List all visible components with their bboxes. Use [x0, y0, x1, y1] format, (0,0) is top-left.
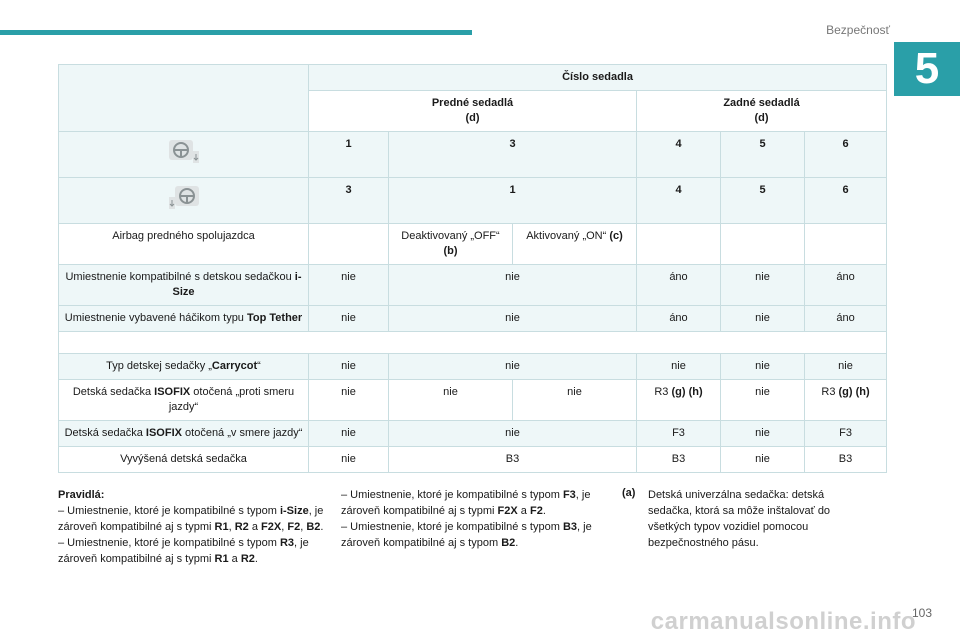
- row-label: Umiestnenie vybavené háčikom typu Top Tether: [59, 306, 309, 332]
- rear-seats-header: Zadné sedadlá (d): [637, 91, 887, 132]
- watermark: carmanualsonline.info: [650, 608, 916, 635]
- table-cell: 5: [721, 178, 805, 224]
- rule-item: – Umiestnenie, ktoré je kompatibilné s typom R3, je zároveň kompatibilné aj s typmi R1 a R2.: [58, 537, 309, 565]
- table-cell: F3: [805, 421, 887, 447]
- table-cell: nie: [721, 447, 805, 473]
- table-row: [59, 265, 887, 306]
- airbag-off-cell: Deaktivovaný „OFF“ (b): [389, 224, 513, 265]
- spacer-row: [59, 332, 887, 354]
- table-cell: nie: [389, 306, 637, 332]
- table-cell: nie: [309, 265, 389, 306]
- table-cell: 5: [721, 132, 805, 178]
- table-cell: 3: [389, 132, 637, 178]
- table-cell: R3 (g) (h): [805, 380, 887, 421]
- table-cell: áno: [805, 306, 887, 332]
- table-cell: nie: [309, 421, 389, 447]
- top-accent-bar: [0, 30, 472, 35]
- table-cell: F3: [637, 421, 721, 447]
- row-label: Vyvýšená detská sedačka: [59, 447, 309, 473]
- table-cell: B3: [637, 447, 721, 473]
- table-cell: nie: [309, 306, 389, 332]
- table-cell: nie: [309, 380, 389, 421]
- page-number: 103: [911, 606, 932, 620]
- table-cell: 4: [637, 178, 721, 224]
- rule-item: – Umiestnenie, ktoré je kompatibilné s typom i-Size, je zároveň kompatibilné aj s typmi R1, R2 a F2X, F2, B2.: [58, 505, 324, 533]
- table-cell: nie: [309, 354, 389, 380]
- table-row: [59, 132, 887, 178]
- section-title: Bezpečnosť: [826, 23, 890, 37]
- table-cell: B3: [389, 447, 637, 473]
- table-cell: nie: [721, 265, 805, 306]
- steering-wheel-right-icon: [168, 185, 200, 211]
- rules-title: Pravidlá:: [58, 489, 105, 501]
- table-cell: R3 (g) (h): [637, 380, 721, 421]
- note-a-text: Detská univerzálna sedačka: detská sedačka, ktorá sa môže inštalovať do všetkých typov vozidiel pomocou bezpečnostného pásu.: [648, 489, 831, 549]
- airbag-on-cell: Aktivovaný „ON“ (c): [513, 224, 637, 265]
- chapter-number-badge: 5: [894, 42, 960, 96]
- table-cell: áno: [805, 265, 887, 306]
- rule-item: – Umiestnenie, ktoré je kompatibilné s typom F3, je zároveň kompatibilné aj s typmi F2X a F2.: [341, 489, 591, 517]
- table-cell: B3: [805, 447, 887, 473]
- table-cell: 3: [309, 178, 389, 224]
- table-cell: nie: [721, 380, 805, 421]
- table-cell: nie: [513, 380, 637, 421]
- row-label: Detská sedačka ISOFIX otočená „v smere jazdy“: [59, 421, 309, 447]
- table-cell: nie: [389, 354, 637, 380]
- table-row: [59, 447, 887, 473]
- table-cell: nie: [309, 447, 389, 473]
- seat-number-header: Číslo sedadla: [309, 65, 887, 91]
- front-seats-header: Predné sedadlá (d): [309, 91, 637, 132]
- table-row: [59, 224, 887, 265]
- row-label: Airbag predného spolujazdca: [59, 224, 309, 265]
- table-cell: nie: [637, 354, 721, 380]
- table-cell: 4: [637, 132, 721, 178]
- table-cell: áno: [637, 265, 721, 306]
- table-cell: nie: [389, 265, 637, 306]
- table-cell: 6: [805, 132, 887, 178]
- rules-column-1: [58, 487, 326, 567]
- table-cell: 6: [805, 178, 887, 224]
- row-label: Detská sedačka ISOFIX otočená „proti smeru jazdy“: [59, 380, 309, 421]
- rules-column-2: [341, 487, 609, 551]
- table-cell: 1: [389, 178, 637, 224]
- row-label: Umiestnenie kompatibilné s detskou sedačkou i-Size: [59, 265, 309, 306]
- table-cell: 1: [309, 132, 389, 178]
- table-cell: nie: [721, 354, 805, 380]
- table-cell: áno: [637, 306, 721, 332]
- table-cell: nie: [389, 380, 513, 421]
- table-row: [59, 178, 887, 224]
- note-a-label: (a): [622, 487, 636, 499]
- row-label: Typ detskej sedačky „Carrycot“: [59, 354, 309, 380]
- table-row: [59, 421, 887, 447]
- rule-item: – Umiestnenie, ktoré je kompatibilné s typom B3, je zároveň kompatibilné aj s typom B2.: [341, 521, 592, 549]
- table-cell: nie: [721, 306, 805, 332]
- table-cell: nie: [721, 421, 805, 447]
- table-row: [59, 354, 887, 380]
- child-seat-table: [58, 64, 887, 473]
- steering-wheel-left-icon: [168, 139, 200, 165]
- table-row: [59, 380, 887, 421]
- table-cell: nie: [389, 421, 637, 447]
- table-cell: nie: [805, 354, 887, 380]
- table-header-row: [59, 65, 887, 91]
- table-row: [59, 306, 887, 332]
